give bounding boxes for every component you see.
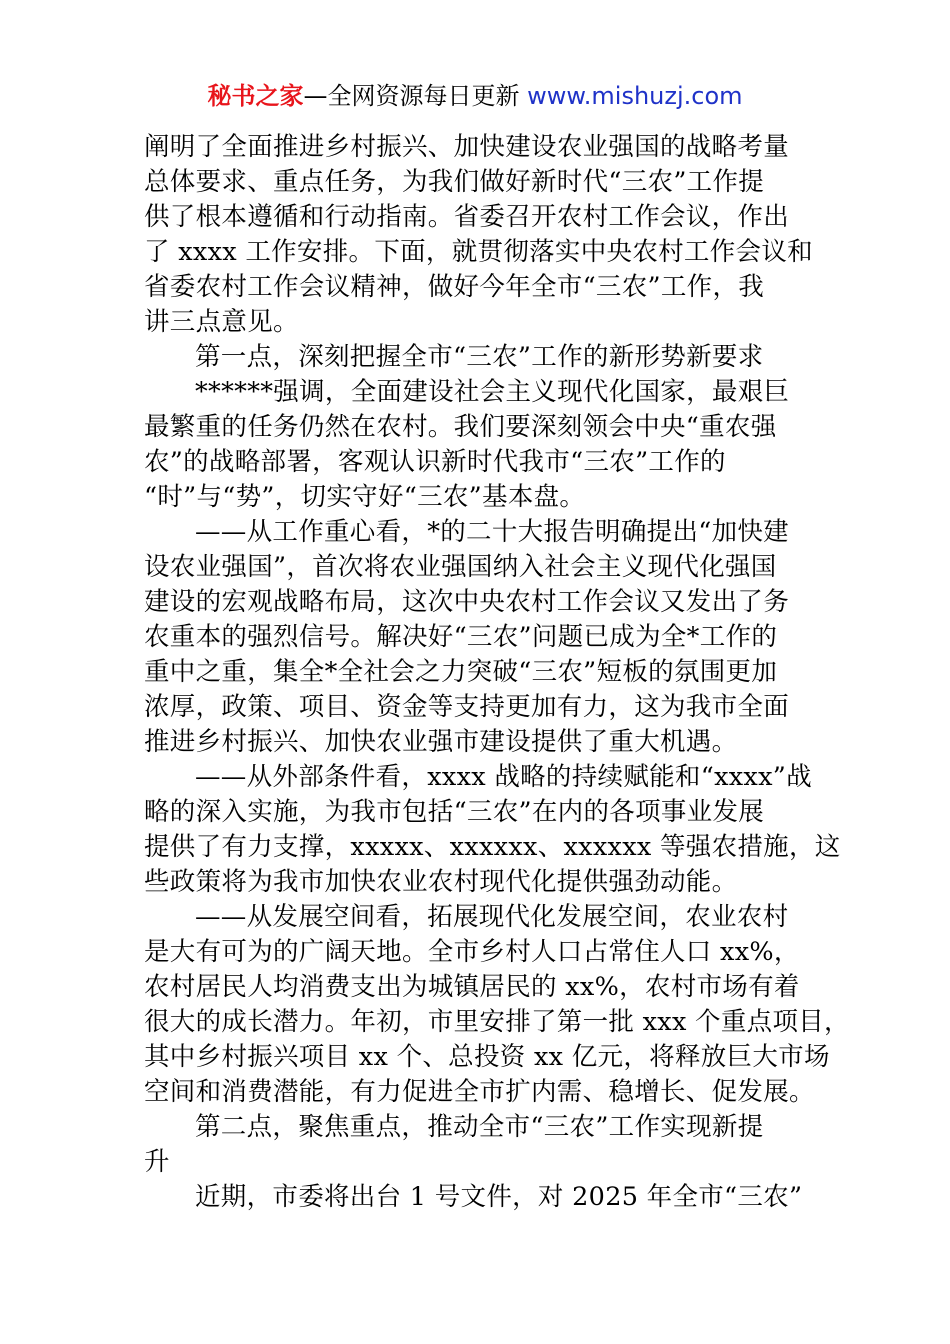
text-line: 设农业强国”，首次将农业强国纳入社会主义现代化强国 [144,552,777,582]
text-line: 讲三点意见。 [144,307,299,337]
text-line: 农村居民人均消费支出为城镇居民的 xx%，农村市场有着 [144,972,800,1002]
text-line: 重中之重，集全*全社会之力突破“三农”短板的氛围更加 [144,657,778,687]
section-heading-2: 第二点，聚焦重点，推动全市“三农”工作实现新提 [195,1112,764,1142]
text-line: ——从外部条件看，xxxx 战略的持续赋能和“xxxx”战 [195,762,812,792]
text-line: 省委农村工作会议精神，做好今年全市“三农”工作，我 [144,272,765,302]
text-line: 其中乡村振兴项目 xx 个、总投资 xx 亿元，将释放巨大市场 [144,1042,830,1072]
text-line: 升 [144,1147,170,1177]
text-line: 是大有可为的广阔天地。全市乡村人口占常住人口 xx%， [144,937,800,967]
website-link[interactable]: www.mishuzj.com [527,82,743,110]
page-header [0,80,950,112]
text-line: 近期，市委将出台 1 号文件，对 2025 年全市“三农” [195,1182,803,1212]
header-tagline: —全网资源每日更新 [303,82,528,110]
text-line: 很大的成长潜力。年初，市里安排了第一批 xxx 个重点项目， [144,1007,850,1037]
text-line: 了 xxxx 工作安排。下面，就贯彻落实中央农村工作会议和 [144,237,813,267]
text-line: 空间和消费潜能，有力促进全市扩内需、稳增长、促发展。 [144,1077,815,1107]
text-line: 建设的宏观战略布局，这次中央农村工作会议又发出了务 [144,587,790,617]
text-line: 供了根本遵循和行动指南。省委召开农村工作会议，作出 [144,202,790,232]
section-heading-1: 第一点，深刻把握全市“三农”工作的新形势新要求 [195,342,764,372]
text-line: 总体要求、重点任务，为我们做好新时代“三农”工作提 [144,167,765,197]
text-line: 推进乡村振兴、加快农业强市建设提供了重大机遇。 [144,727,738,757]
text-line: ******强调，全面建设社会主义现代化国家，最艰巨 [195,377,790,407]
brand-name: 秘书之家 [207,82,304,110]
text-line: ——从发展空间看，拓展现代化发展空间，农业农村 [195,902,789,932]
text-line: 最繁重的任务仍然在农村。我们要深刻领会中央“重农强 [144,412,777,442]
body-text [144,130,850,1215]
text-line: 农重本的强烈信号。解决好“三农”问题已成为全*工作的 [144,622,778,652]
text-line: “时”与“势”，切实守好“三农”基本盘。 [144,482,586,512]
text-line: 略的深入实施，为我市包括“三农”在内的各项事业发展 [144,797,765,827]
text-line: 些政策将为我市加快农业农村现代化提供强劲动能。 [144,867,738,897]
text-line: 浓厚，政策、项目、资金等支持更加有力，这为我市全面 [144,692,790,722]
text-line: 农”的战略部署，客观认识新时代我市“三农”工作的 [144,447,726,477]
text-line: 提供了有力支撑，xxxxx、xxxxxx、xxxxxx 等强农措施，这 [144,832,841,862]
text-line: ——从工作重心看，*的二十大报告明确提出“加快建 [195,517,789,547]
text-line: 阐明了全面推进乡村振兴、加快建设农业强国的战略考量 [144,132,790,162]
